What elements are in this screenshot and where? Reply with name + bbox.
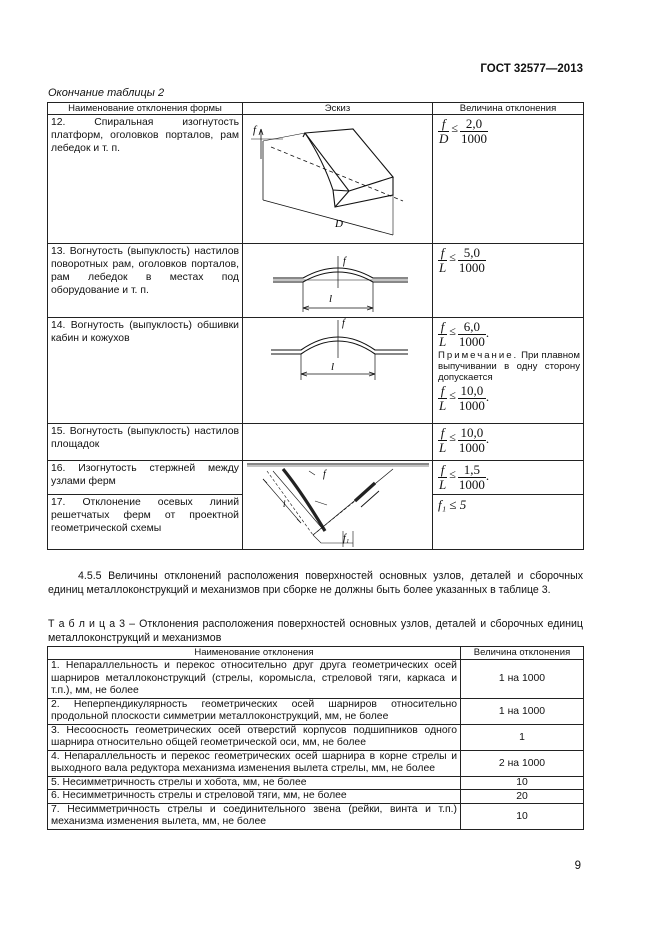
sketch-label-f: f <box>253 124 257 136</box>
column-header-deviation: Наименование отклонения <box>48 647 461 660</box>
row-name: 5. Несимметричность стрелы и хобота, мм, не более <box>48 776 461 790</box>
note <box>438 350 580 383</box>
less-equal-sign: ≤ <box>449 324 456 338</box>
column-header-sketch: Эскиз <box>243 103 433 115</box>
table-row <box>48 803 584 829</box>
value-cell <box>433 461 584 495</box>
page-number: 9 <box>574 860 581 872</box>
frac-numerator: 1,5 <box>463 462 480 477</box>
sketch-label-l: l <box>331 361 335 373</box>
row-name: 15. Вогнутость (выпуклость) настилов площадок <box>48 424 243 461</box>
row-name: 7. Несимметричность стрелы и соединительного звена (рейки, винта и т.п.) механизма изменения вылета, мм, не более <box>48 803 461 829</box>
sketch-spiral-curvature <box>243 115 433 244</box>
frac-denominator: L <box>439 334 447 349</box>
sketch-label-f: f <box>343 256 346 267</box>
column-header-form-deviation: Наименование отклонения формы <box>48 103 243 115</box>
table3-header-row <box>48 647 584 660</box>
sketch-label-f: f <box>323 469 326 480</box>
row-name: 16. Изогнутость стержней между узлами ферм <box>48 461 243 495</box>
table-row <box>48 461 584 495</box>
row-value: 1 на 1000 <box>461 698 584 724</box>
ratio-formula <box>438 384 489 413</box>
frac-numerator: f <box>440 245 445 260</box>
row-name: 14. Вогнутость (выпуклость) обшивки кабин и кожухов <box>48 318 243 424</box>
table-3 <box>47 646 584 830</box>
sketch-deck-bulge <box>243 244 433 318</box>
frac-denominator: 1000 <box>458 398 485 413</box>
less-equal-sign: ≤ <box>449 430 456 444</box>
sketch-label-D: D <box>335 218 343 230</box>
table-row <box>48 318 584 424</box>
row-name: 2. Неперпендикулярность геометрических осей шарниров относительно продольной плоскости симметрии металлоконструкций, мм, не более <box>48 698 461 724</box>
table-row <box>48 698 584 724</box>
frac-numerator: 10,0 <box>460 425 484 440</box>
value-cell <box>433 318 584 424</box>
frac-denominator: L <box>439 260 447 275</box>
sketch-truss-members <box>243 461 433 550</box>
table-row <box>48 424 584 461</box>
value-cell: f₁ ≤ 5 <box>433 495 584 550</box>
ratio-formula <box>438 117 488 146</box>
sketch-label-f1: f₁ <box>343 533 350 544</box>
ratio-formula <box>438 320 489 349</box>
table-2 <box>47 102 584 550</box>
frac-numerator: f <box>440 462 445 477</box>
frac-numerator: 2,0 <box>465 116 483 131</box>
frac-numerator: f <box>441 116 446 131</box>
sketch-label-l: l <box>283 499 286 509</box>
table-row <box>48 115 584 244</box>
row-value: 20 <box>461 790 584 804</box>
paragraph-4-5-5: 4.5.5 Величины отклонений расположения поверхностей основных узлов, деталей и сборочных единиц металлоконструкций и механизмов при сборке не должны быть более указанных в таблице 3. <box>48 570 583 596</box>
value-cell <box>433 115 584 244</box>
table2-continuation-caption: Окончание таблицы 2 <box>48 87 165 99</box>
sketch-cabin-bulge <box>243 318 433 424</box>
sketch-label-l: l <box>329 293 333 305</box>
row-name: 6. Несимметричность стрелы и стреловой тяги, мм, не более <box>48 790 461 804</box>
ratio-formula <box>438 463 489 492</box>
table-row <box>48 724 584 750</box>
frac-numerator: 10,0 <box>460 383 484 398</box>
period: . <box>485 325 490 340</box>
less-equal-sign: ≤ <box>449 467 456 481</box>
table3-caption: Т а б л и ц а 3 – Отклонения расположения поверхностей основных узлов, деталей и сборочных единиц металлоконструкций и механизмов <box>48 618 583 644</box>
note-text: При плавном выпучивании в одну сторону допускается <box>438 350 580 383</box>
value-cell <box>433 424 584 461</box>
less-equal-sign: ≤ <box>449 388 456 402</box>
less-equal-sign: ≤ <box>451 121 458 135</box>
sketch-label-f: f <box>342 318 345 329</box>
frac-numerator: 6,0 <box>463 319 480 334</box>
period: . <box>485 468 490 483</box>
row-value: 2 на 1000 <box>461 750 584 776</box>
frac-denominator: D <box>439 131 449 146</box>
frac-numerator: f <box>440 425 445 440</box>
frac-denominator: 1000 <box>458 477 485 492</box>
table2-header-row <box>48 103 584 115</box>
row-name: 12. Спиральная изогнутость платформ, оголовков порталов, рам лебедок и т. п. <box>48 115 243 244</box>
period: . <box>485 389 490 404</box>
frac-numerator: f <box>440 383 445 398</box>
frac-denominator: L <box>439 440 447 455</box>
frac-numerator: 5,0 <box>463 245 480 260</box>
row-value: 10 <box>461 776 584 790</box>
frac-denominator: 1000 <box>458 334 485 349</box>
row-name: 1. Непараллельность и перекос относительно друг друга геометрических осей шарниров металлоконструкций (стрелы, коромысла, стреловой тяги, каркаса и т.п.), мм, не более <box>48 660 461 699</box>
table-row <box>48 790 584 804</box>
frac-numerator: f <box>440 319 445 334</box>
frac-denominator: 1000 <box>460 131 487 146</box>
row-name: 13. Вогнутость (выпуклость) настилов поворотных рам, оголовков порталов, рам лебедок в местах под оборудование и т. п. <box>48 244 243 318</box>
note-label: Примечание. <box>438 350 519 361</box>
table-row <box>48 750 584 776</box>
standard-code: ГОСТ 32577—2013 <box>480 63 583 75</box>
value-cell <box>433 244 584 318</box>
frac-denominator: L <box>439 398 447 413</box>
less-equal-sign: ≤ <box>449 250 456 264</box>
frac-denominator: 1000 <box>458 260 485 275</box>
ratio-formula <box>438 426 489 455</box>
table-row <box>48 776 584 790</box>
row-value: 1 <box>461 724 584 750</box>
table-row <box>48 660 584 699</box>
ratio-formula <box>438 246 486 275</box>
column-header-value: Величина отклонения <box>433 103 584 115</box>
frac-denominator: L <box>439 477 447 492</box>
frac-denominator: 1000 <box>458 440 485 455</box>
sketch-empty <box>243 424 433 461</box>
column-header-value: Величина отклонения <box>461 647 584 660</box>
row-value: 1 на 1000 <box>461 660 584 699</box>
row-name: 3. Несоосность геометрических осей отверстий корпусов подшипников одного шарнира относительно общей геометрической оси, мм, не более <box>48 724 461 750</box>
row-value: 10 <box>461 803 584 829</box>
table-row <box>48 244 584 318</box>
row-name: 17. Отклонение осевых линий решетчатых ферм от проектной геометрической схемы <box>48 495 243 550</box>
period: . <box>485 431 490 446</box>
row-name: 4. Непараллельность и перекос геометрических осей шарнира в корне стрелы и выходного вала редуктора механизма изменения вылета стрелы, мм, не более <box>48 750 461 776</box>
